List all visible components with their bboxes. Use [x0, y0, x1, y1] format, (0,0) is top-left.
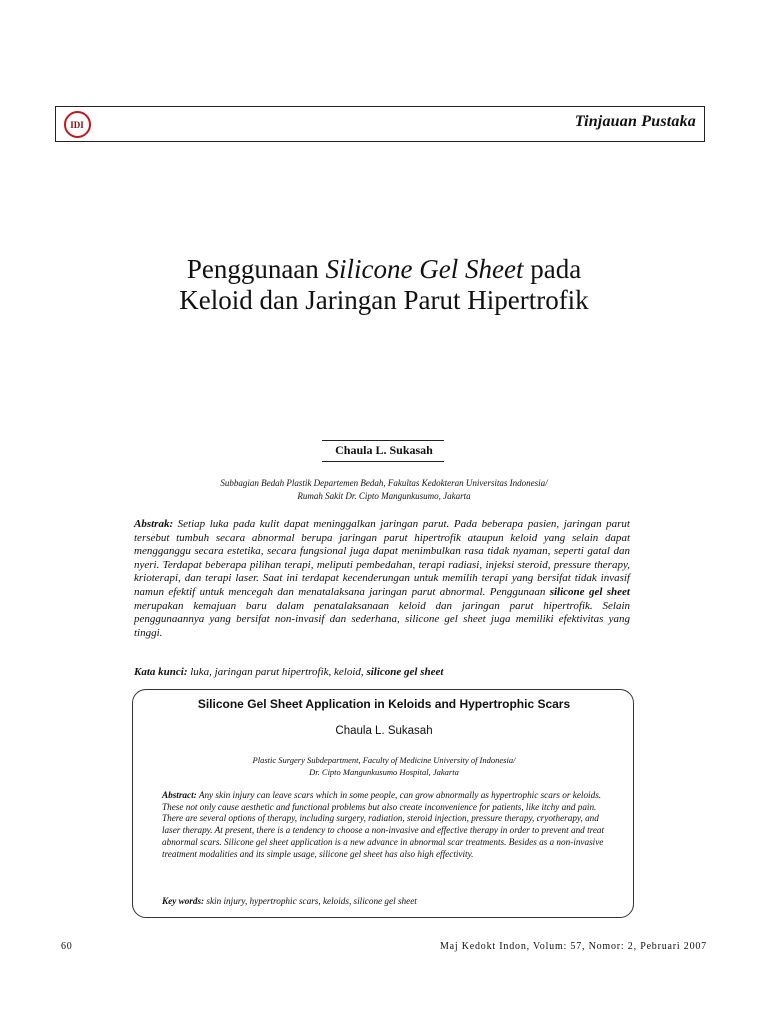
english-affiliation-line-2: Dr. Cipto Mangunkusumo Hospital, Jakarta	[309, 767, 459, 777]
affiliation-line-2: Rumah Sakit Dr. Cipto Mangunkusumo, Jakarta	[297, 491, 471, 501]
journal-citation: Maj Kedokt Indon, Volum: 57, Nomor: 2, Pebruari 2007	[439, 941, 707, 952]
title-line-1	[0, 254, 768, 285]
section-label: Tinjauan Pustaka	[574, 113, 696, 130]
english-abstract-label: Abstract:	[162, 790, 197, 800]
title-line-1-post: pada	[523, 254, 582, 284]
abstract-text-post: merupakan kemajuan baru dalam penatalaksanaan keloid dan jaringan parut hipertrofik. Selain penggunaannya yang bersifat non-invasif dan sederhana, silicone gel sheet juga memiliki efektivitas yang tinggi.	[134, 599, 630, 639]
affiliation	[0, 477, 768, 503]
author-name: Chaula L. Sukasah	[335, 443, 433, 457]
english-keywords-label: Key words:	[162, 896, 205, 906]
abstract-label: Abstrak:	[134, 518, 174, 530]
english-abstract	[162, 790, 606, 860]
journal-logo-icon	[64, 111, 91, 138]
keywords-label: Kata kunci:	[134, 666, 188, 678]
keywords-text-bold: silicone gel sheet	[366, 666, 444, 678]
title-line-1-italic: Silicone Gel Sheet	[325, 254, 524, 284]
affiliation-line-1: Subbagian Bedah Plastik Departemen Bedah, Fakultas Kedokteran Universitas Indonesia/	[220, 478, 548, 488]
title-line-2: Keloid dan Jaringan Parut Hipertrofik	[179, 285, 589, 315]
logo-text: IDI	[70, 120, 84, 130]
english-title: Silicone Gel Sheet Application in Keloids and Hypertrophic Scars	[197, 697, 571, 711]
abstract-text-pre: Setiap luka pada kulit dapat meninggalkan jaringan parut. Pada beberapa pasien, jaringan parut tersebut tumbuh secara abnormal berupa jaringan parut hipertrofik ataupun keloid yang selain dapat mengganggu secara estetika, secara fungsional juga dapat menimbulkan rasa tidak nyaman, seperti gatal dan nyeri. Terdapat beberapa pilihan terapi, meliputi pembedahan, terapi radiasi, injeksi steroid, pressure therapy, krioterapi, dan terapi laser. Saat ini terdapat kecenderungan untuk memilih terapi yang bersifat tidak invasif namun efektif untuk mencegah dan menatalaksana jaringan parut abnormal. Penggunaan	[134, 518, 630, 598]
logo-glyph-icon	[66, 113, 88, 135]
keywords-text: luka, jaringan parut hipertrofik, keloid,	[187, 666, 367, 678]
english-author: Chaula L. Sukasah	[335, 725, 433, 737]
abstract-indonesian	[134, 518, 630, 640]
english-abstract-text: Any skin injury can leave scars which in some people, can grow abnormally as hypertrophic scars or keloids. These not only cause aesthetic and functional problems but also create inconvenience for patients, like itchy and pain. There are several options of therapy, including surgery, radiation, steroid injection, pressure therapy, cryotherapy, and laser therapy. At present, there is a tendency to choose a non-invasive and effective therapy in order to prevent and treat abnormal scars. Silicone gel sheet application is a new advance in abnormal scar treatments. Besides as a non-invasive treatment modalities and its simple usage, silicone gel sheet has also high effectivity.	[162, 790, 605, 859]
english-affiliation	[0, 754, 768, 778]
author-rule-top	[322, 440, 444, 441]
article-title	[0, 254, 768, 316]
english-keywords-text: skin injury, hypertrophic scars, keloids, silicone gel sheet	[204, 896, 417, 906]
keywords-indonesian	[134, 666, 630, 679]
english-affiliation-line-1: Plastic Surgery Subdepartment, Faculty of Medicine University of Indonesia/	[252, 755, 516, 765]
author-rule-bottom	[322, 461, 444, 462]
english-keywords	[162, 896, 606, 907]
title-line-1-pre: Penggunaan	[186, 254, 326, 284]
abstract-text-bold: silicone gel sheet	[549, 585, 630, 598]
page-number: 60	[61, 941, 73, 952]
